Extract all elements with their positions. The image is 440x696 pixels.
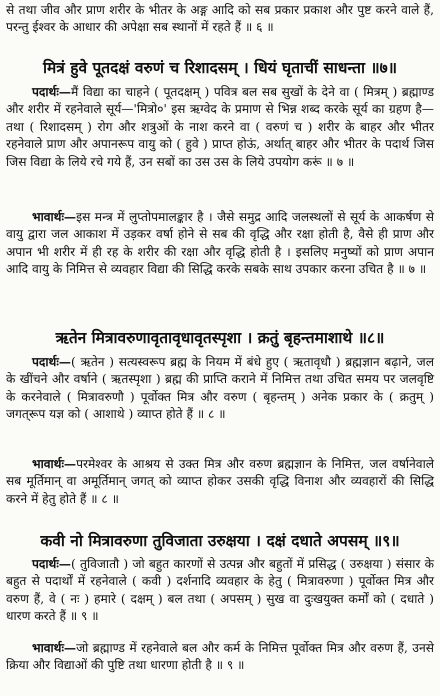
mantra-7-block	[6, 57, 434, 79]
continuation-text: से तथा जीव और प्राण शरीर के भीतर के अङ्ग आदि को सब प्रकार प्रकाश और पुष्ट करने वाले हैं, परन्तु ईश्वर के आधार की अपेक्षा सब स्थानों में रहते हैं ॥ ६ ॥	[6, 3, 434, 35]
bhavartha-label: भावार्थः—	[32, 210, 77, 224]
mantra-8: ऋतेन मित्रावरुणावृतावृधावृतस्पृशा । क्रतुं बृहन्तमाशाथे ॥८॥	[55, 328, 385, 347]
padartha-9-paragraph	[6, 556, 434, 626]
padartha-8-text: ( ऋतेन ) सत्यस्वरूप ब्रह्म के नियम में बंधे हुए ( ऋतावृधौ ) ब्रह्मज्ञान बढ़ाने, जल के खींचने और वर्षाने ( ऋतस्पृशा ) ब्रह्म की प्राप्ति कराने में निमित्त तथा उचित समय पर जलवृष्टि के करनेवाले ( मित्रावरुणौ ) पूर्वोक्त मित्र और वरुण ( बृहन्तम् ) अनेक प्रकार के ( क्रतुम् ) जगत्‌रूप यज्ञ को ( आशाथे ) व्याप्त होते हैं ॥ ८ ॥	[6, 355, 434, 422]
padartha-label: पदार्थः—	[32, 355, 71, 369]
padartha-label: पदार्थः—	[32, 85, 71, 99]
mantra-8-block	[6, 327, 434, 349]
padartha-9-text: ( तुविजातौ ) जो बहुत कारणों से उत्पन्न और बहुतों में प्रसिद्ध ( उरुक्षया ) संसार के बहुत से पदार्थों में रहनेवाले ( कवी ) दर्शनादि व्यवहार के हेतु ( मित्रावरुणा ) पूर्वोक्त मित्र और वरुण हैं, वे ( नः ) हमारे ( दक्षम् ) बल तथा ( अपसम् ) सुख वा दुःखयुक्त कर्मों को ( दधाते ) धारण करते हैं ॥ ९ ॥	[6, 557, 434, 624]
bhavartha-8-text: परमेश्वर के आश्रय से उक्त मित्र और वरुण ब्रह्मज्ञान के निमित्त, जल वर्षानेवाले सब मूर्तिमान् वा अमूर्तिमान् जगत् को व्याप्त होकर उसकी वृद्धि विनाश और व्यवहारों की सिद्धि करने में हेतु होते हैं ॥ ८ ॥	[6, 457, 434, 506]
bhavartha-7-text: इस मन्त्र में लुप्तोपमालङ्कार है । जैसे समुद्र आदि जलस्थलों से सूर्य के आकर्षण से वायु द्वारा जल आकाश में उड़कर वर्षा होने से सब की वृद्धि और रक्षा होती है, वैसे ही प्राण और अपान भी शरीर में ही रह के शरीर की रक्षा और वृद्धि होती है । इसलिए मनुष्यों को प्राण अपान आदि वायु के निमित्त से व्यवहार विद्या की सिद्धि करके सबके साथ उपकार करना उचित है ॥ ७ ॥	[6, 210, 434, 277]
padartha-7-paragraph	[6, 84, 434, 171]
padartha-7-text: मैं विद्या का चाहने ( पूतदक्षम् ) पवित्र बल सब सुखों के देने वा ( मित्रम् ) ब्रह्माण्ड और शरीर में रहनेवाले सूर्य—'मित्रो०' इस ऋग्वेद के प्रमाण से भिन्न शब्द करके सूर्य का ग्रहण है—तथा ( रिशादसम् ) रोग और शत्रुओं के नाश करने वा ( वरुणं च ) शरीर के बाहर और भीतर रहनेवाले प्राण और अपानरूप वायु को ( हुवे ) प्राप्त होऊं, अर्थात् बाहर और भीतर के पदार्थ जिस जिस विद्या के लिये रचे गये हैं, उन सबों का उस उस के लिये उपयोग करूं ॥ ७ ॥	[6, 85, 434, 169]
padartha-label: पदार्थः—	[32, 557, 71, 571]
bhavartha-7-paragraph	[6, 209, 434, 279]
padartha-8-paragraph	[6, 354, 434, 424]
bhavartha-8-paragraph	[6, 456, 434, 508]
continuation-paragraph	[6, 2, 434, 37]
mantra-9-block	[6, 530, 434, 552]
bhavartha-label: भावार्थः—	[32, 457, 77, 471]
bhavartha-label: भावार्थः—	[32, 641, 77, 655]
bhavartha-9-paragraph	[6, 640, 434, 675]
mantra-7: मित्रं हुवे पूतदक्षं वरुणं च रिशादसम् । धियं घृताचीं साधन्ता ॥७॥	[42, 58, 397, 77]
mantra-9: कवी नो मित्रावरुणा तुविजाता उरुक्षया । दक्षं दधाते अपसम् ॥९॥	[40, 531, 400, 550]
bhavartha-9-text: जो ब्रह्माण्ड में रहनेवाले बल और कर्म के निमित्त पूर्वोक्त मित्र और वरुण हैं, उनसे क्रिया और विद्याओं की पुष्टि तथा धारणा होती है ॥ ९ ॥	[6, 641, 434, 673]
